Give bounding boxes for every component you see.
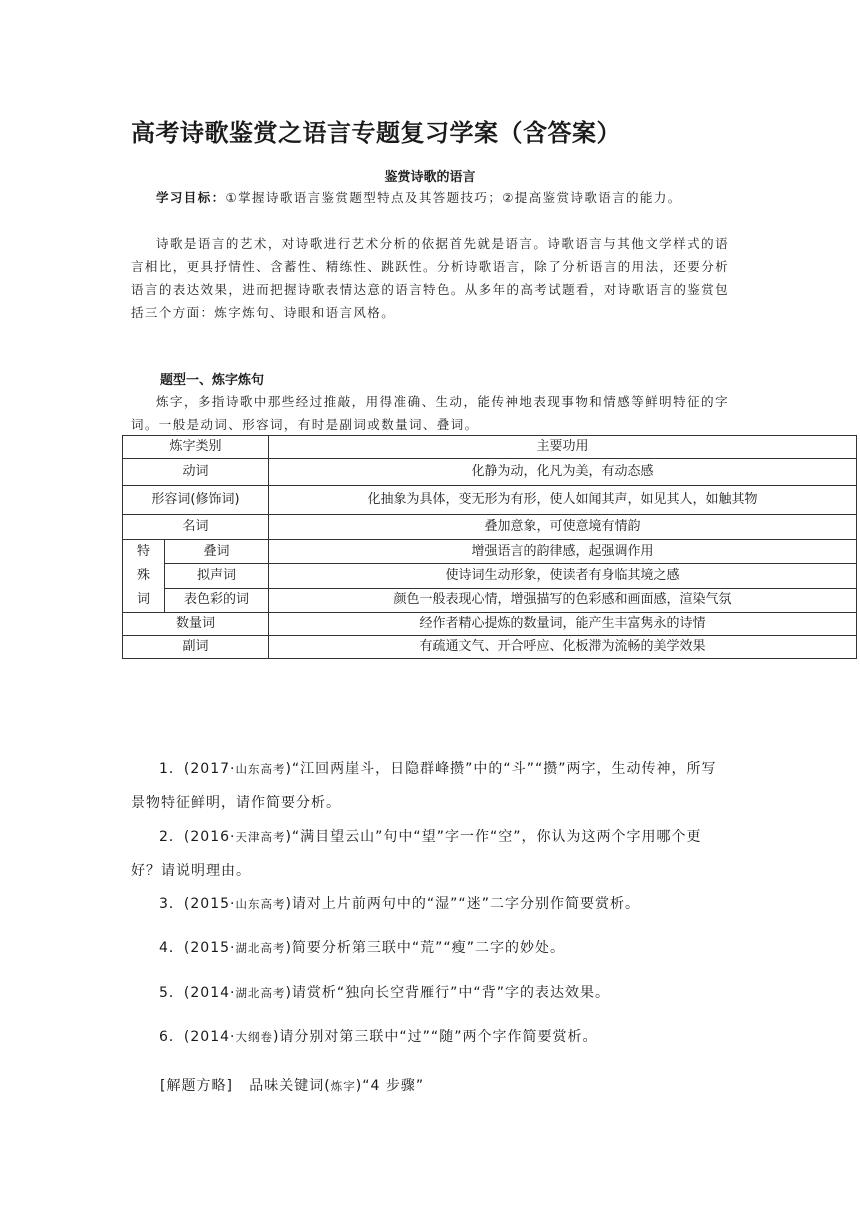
question-source: 天津高考 xyxy=(235,830,286,844)
question-number: 2． xyxy=(159,829,184,845)
question-item xyxy=(131,976,731,1010)
cell-type: 拟声词 xyxy=(165,564,269,588)
section-text: 炼字，多指诗歌中那些经过推敲，用得准确、生动，能传神地表现事物和情感等鲜明特征的字词。一般是动词、形容词，有时是副词或数量词、叠词。 xyxy=(131,394,729,432)
strategy-text-end: )“4 步骤” xyxy=(355,1078,425,1094)
question-source: 湖北高考 xyxy=(235,941,286,955)
question-text: )“江回两崖斗，日隐群峰攒”中的“斗”“攒”两字，生动传神，所写景物特征鲜明，请作简要分析。 xyxy=(131,761,717,811)
question-year: (2015· xyxy=(183,896,236,912)
table-row xyxy=(123,540,857,564)
question-source: 湖北高考 xyxy=(235,986,286,1000)
learning-goal xyxy=(131,186,729,209)
cell-func: 叠加意象，可使意境有情韵 xyxy=(269,515,857,540)
table-row xyxy=(123,515,857,540)
question-item xyxy=(131,820,731,888)
question-year: (2014· xyxy=(183,1029,236,1045)
cell-type: 叠词 xyxy=(165,540,269,564)
table-row xyxy=(123,486,857,515)
section-subtitle: 鉴赏诗歌的语言 xyxy=(384,170,476,185)
question-item xyxy=(131,931,731,965)
cell-type: 数量词 xyxy=(123,613,269,636)
cell-type: 名词 xyxy=(123,515,269,540)
cell-func: 有疏通文气、开合呼应、化板滞为流畅的美学效果 xyxy=(269,636,857,659)
word-function-table xyxy=(122,435,857,659)
strategy-label: [解题方略] xyxy=(160,1078,233,1094)
intro-paragraph: 诗歌是语言的艺术，对诗歌进行艺术分析的依据首先就是语言。诗歌语言与其他文学样式的语言相比，更具抒情性、含蓄性、精练性、跳跃性。分析诗歌语言，除了分析语言的用法，还要分析语言的表达效果，进而把握诗歌表情达意的语言特色。从多年的高考试题看，对诗歌语言的鉴赏包括三个方面：炼字炼句、诗眼和语言风格。 xyxy=(131,236,729,320)
cell-func: 颜色一般表现心情，增强描写的色彩感和画面感，渲染气氛 xyxy=(269,588,857,612)
question-number: 5． xyxy=(159,985,184,1001)
question-text: )请对上片前两句中的“湿”“迷”二字分别作简要赏析。 xyxy=(285,896,640,912)
question-source: 大纲卷 xyxy=(235,1030,273,1044)
section-heading: 题型一、炼字炼句 xyxy=(160,373,265,388)
question-year: (2017· xyxy=(183,761,236,777)
question-item xyxy=(131,1020,731,1054)
goal-text: ①掌握诗歌语言鉴赏题型特点及其答题技巧；②提高鉴赏诗歌语言的能力。 xyxy=(225,190,682,205)
question-year: (2016· xyxy=(183,829,236,845)
question-text: )“满目望云山”句中“望”字一作“空”，你认为这两个字用哪个更好？请说明理由。 xyxy=(131,829,702,879)
question-source: 山东高考 xyxy=(235,897,286,911)
question-number: 6． xyxy=(159,1029,184,1045)
question-year: (2014· xyxy=(183,985,236,1001)
question-text: )请分别对第三联中“过”“随”两个字作简要赏析。 xyxy=(272,1029,598,1045)
question-source: 山东高考 xyxy=(235,762,286,776)
cell-func: 化抽象为具体，变无形为有形，使人如闻其声，如见其人，如触其物 xyxy=(269,486,857,515)
cell-func: 化静为动，化凡为美，有动态感 xyxy=(269,459,857,486)
cell-type: 副词 xyxy=(123,636,269,659)
page-title: 高考诗歌鉴赏之语言专题复习学案（含答案） xyxy=(131,119,621,147)
cell-func: 经作者精心提炼的数量词，能产生丰富隽永的诗情 xyxy=(269,613,857,636)
table-row xyxy=(123,613,857,636)
strategy-small: 炼字 xyxy=(330,1079,356,1093)
cell-func: 使诗词生动形象，使读者有身临其境之感 xyxy=(269,564,857,588)
cell-type: 形容词(修饰词) xyxy=(123,486,269,515)
question-item xyxy=(131,887,731,921)
question-year: (2015· xyxy=(183,940,236,956)
question-text: )简要分析第三联中“荒”“瘦”二字的妙处。 xyxy=(285,940,565,956)
question-item xyxy=(131,752,731,820)
table-header-row xyxy=(123,436,857,459)
header-type: 炼字类别 xyxy=(123,436,269,459)
table-row xyxy=(123,459,857,486)
special-words-label: 特殊词 xyxy=(123,540,165,613)
solving-strategy xyxy=(160,1075,424,1095)
header-func: 主要功用 xyxy=(269,436,857,459)
question-number: 1． xyxy=(159,761,184,777)
goal-label: 学习目标： xyxy=(156,190,226,205)
strategy-text: 品味关键词( xyxy=(249,1078,331,1094)
table-row xyxy=(123,636,857,659)
question-number: 3． xyxy=(159,896,184,912)
cell-func: 增强语言的韵律感，起强调作用 xyxy=(269,540,857,564)
cell-type: 动词 xyxy=(123,459,269,486)
table-row xyxy=(123,588,857,612)
question-number: 4． xyxy=(159,940,184,956)
question-text: )请赏析“独向长空背雁行”中“背”字的表达效果。 xyxy=(285,985,610,1001)
cell-type: 表色彩的词 xyxy=(165,588,269,612)
table-row xyxy=(123,564,857,588)
